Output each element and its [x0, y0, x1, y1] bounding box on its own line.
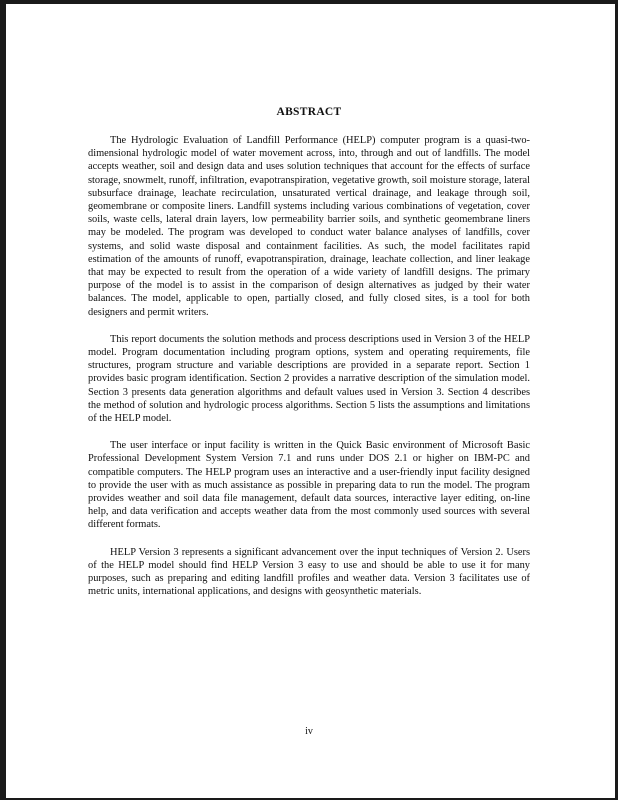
paragraph-help-overview: The Hydrologic Evaluation of Landfill Performance (HELP) computer program is a quasi-two-dimensional hydrologic model of water movement across, into, through and out of landfills. The model accepts weather, soil and design data and uses solution techniques that account for the effects of surface storage, snowmelt, runoff, infiltration, evapotranspiration, vegetative growth, soil moisture storage, lateral subsurface drainage, leachate recirculation, unsaturated vertical drainage, and leakage through soil, geomembrane or composite liners. Landfill systems including various combinations of vegetation, cover soils, waste cells, lateral drain layers, low permeability barrier soils, and synthetic geomembrane liners may be modeled. The program was developed to conduct water balance analyses of landfills, cover systems, and solid waste disposal and containment facilities. As such, the model facilitates rapid estimation of the amounts of runoff, evapotranspiration, drainage, leachate collection, and liner leakage that may be expected to result from the operation of a wide variety of landfill designs. The primary purpose of the model is to assist in the comparison of design alternatives as judged by their water balances. The model, applicable to open, partially closed, and fully closed sites, is a tool for both designers and permit writers. [88, 135, 530, 318]
paragraph-user-interface: The user interface or input facility is written in the Quick Basic environment of Microsoft Basic Professional Development System Version 7.1 and runs under DOS 2.1 or higher on IBM-PC and compatible computers. The HELP program uses an interactive and a user-friendly input facility designed to provide the user with as much assistance as possible in preparing data to run the model. The program provides weather and soil data file management, default data sources, interactive layer editing, on-line help, and data verification and accepts weather data from the most commonly used sources with several different formats. [88, 440, 530, 531]
paragraph-report-contents: This report documents the solution methods and process descriptions used in Version 3 of the HELP model. Program documentation including program options, system and operating requirements, file structures, program structure and variable descriptions are provided in a separate report. Section 1 provides basic program identification. Section 2 provides a narrative description of the simulation model. Section 3 presents data generation algorithms and default values used in Version 3. Section 4 describes the method of solution and hydrologic process algorithms. Section 5 lists the assumptions and limitations of the HELP model. [88, 333, 530, 425]
page-number: iv [305, 726, 313, 737]
paragraph-version-3: HELP Version 3 represents a significant advancement over the input techniques of Version 2. Users of the HELP model should find HELP Version 3 easy to use and should be able to use it for many purposes, such as preparing and editing landfill profiles and weather data. Version 3 facilitates use of metric units, international applications, and designs with geosynthetic materials. [88, 546, 530, 598]
abstract-body [88, 134, 530, 613]
scan-border-top [0, 0, 618, 4]
scan-border-left [0, 0, 6, 800]
abstract-heading: ABSTRACT [276, 106, 342, 118]
